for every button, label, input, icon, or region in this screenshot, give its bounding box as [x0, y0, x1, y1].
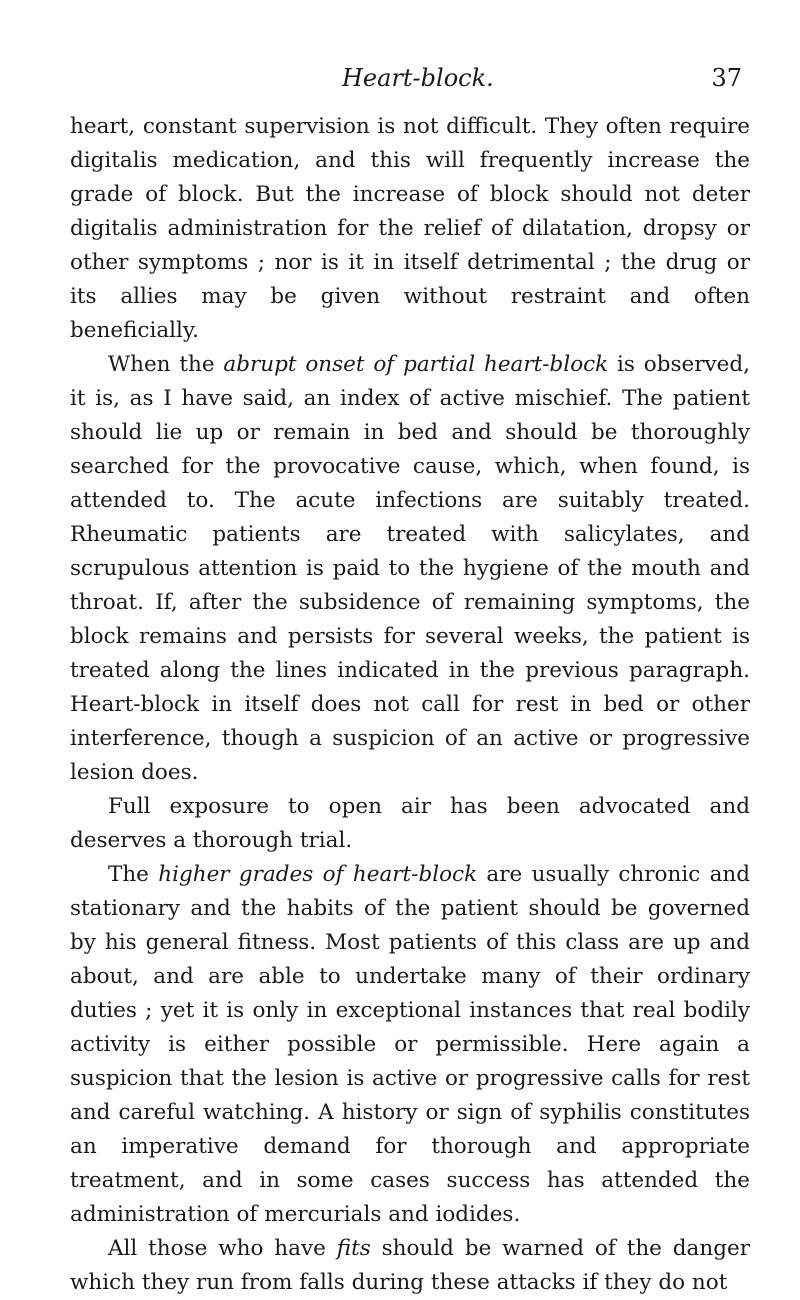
page-header: [70, 64, 750, 104]
italic-phrase: higher grades of heart-block: [158, 862, 478, 887]
running-title: Heart-block.: [342, 64, 494, 92]
paragraph: [70, 348, 750, 790]
text-segment: Full exposure to open air has been advocated and deserves a thorough trial.: [70, 794, 750, 853]
paragraph: [70, 858, 750, 1232]
text-segment: When the: [108, 352, 224, 377]
italic-phrase: fits: [336, 1236, 371, 1261]
text-segment: is observed, it is, as I have said, an index of active mischief. The patient should lie up or remain in bed and should be thoroughly searched for the provocative cause, which, when found, is attended to. The acute infections are suitably treated. Rheumatic patients are treated with salicylates, and scrupulous attention is paid to the hygiene of the mouth and throat. If, after the subsidence of remaining symptoms, the block remains and persists for several weeks, the patient is treated along the lines indicated in the previous paragraph. Heart-block in itself does not call for rest in bed or other interference, though a suspicion of an active or progressive lesion does.: [70, 352, 750, 785]
text-segment: are usually chronic and stationary and the habits of the patient should be governed by his general fitness. Most patients of this class are up and about, and are able to undertake many of their ordinary duties ; yet it is only in exceptional instances that real bodily activity is either possible or permissible. Here again a suspicion that the lesion is active or progressive calls for rest and careful watching. A history or sign of syphilis constitutes an imperative demand for thorough and appropriate treatment, and in some cases success has attended the administration of mercurials and iodides.: [70, 862, 750, 1227]
paragraph: [70, 790, 750, 858]
page-number: 37: [711, 64, 742, 92]
body-text: [70, 110, 750, 1300]
text-segment: The: [108, 862, 159, 887]
text-segment: should be warned of the danger which they run from falls during these attacks if they do not: [70, 1236, 750, 1295]
paragraph: [70, 1232, 750, 1300]
text-segment: heart, constant supervision is not difficult. They often require digitalis medication, and this will frequently increase the grade of block. But the increase of block should not deter digitalis administration for the relief of dilatation, dropsy or other symptoms ; nor is it in itself detrimental ; the drug or its allies may be given without restraint and often beneficially.: [70, 114, 750, 343]
italic-phrase: abrupt onset of partial heart-block: [223, 352, 609, 377]
text-segment: All those who have: [108, 1236, 337, 1261]
paragraph: [70, 110, 750, 348]
